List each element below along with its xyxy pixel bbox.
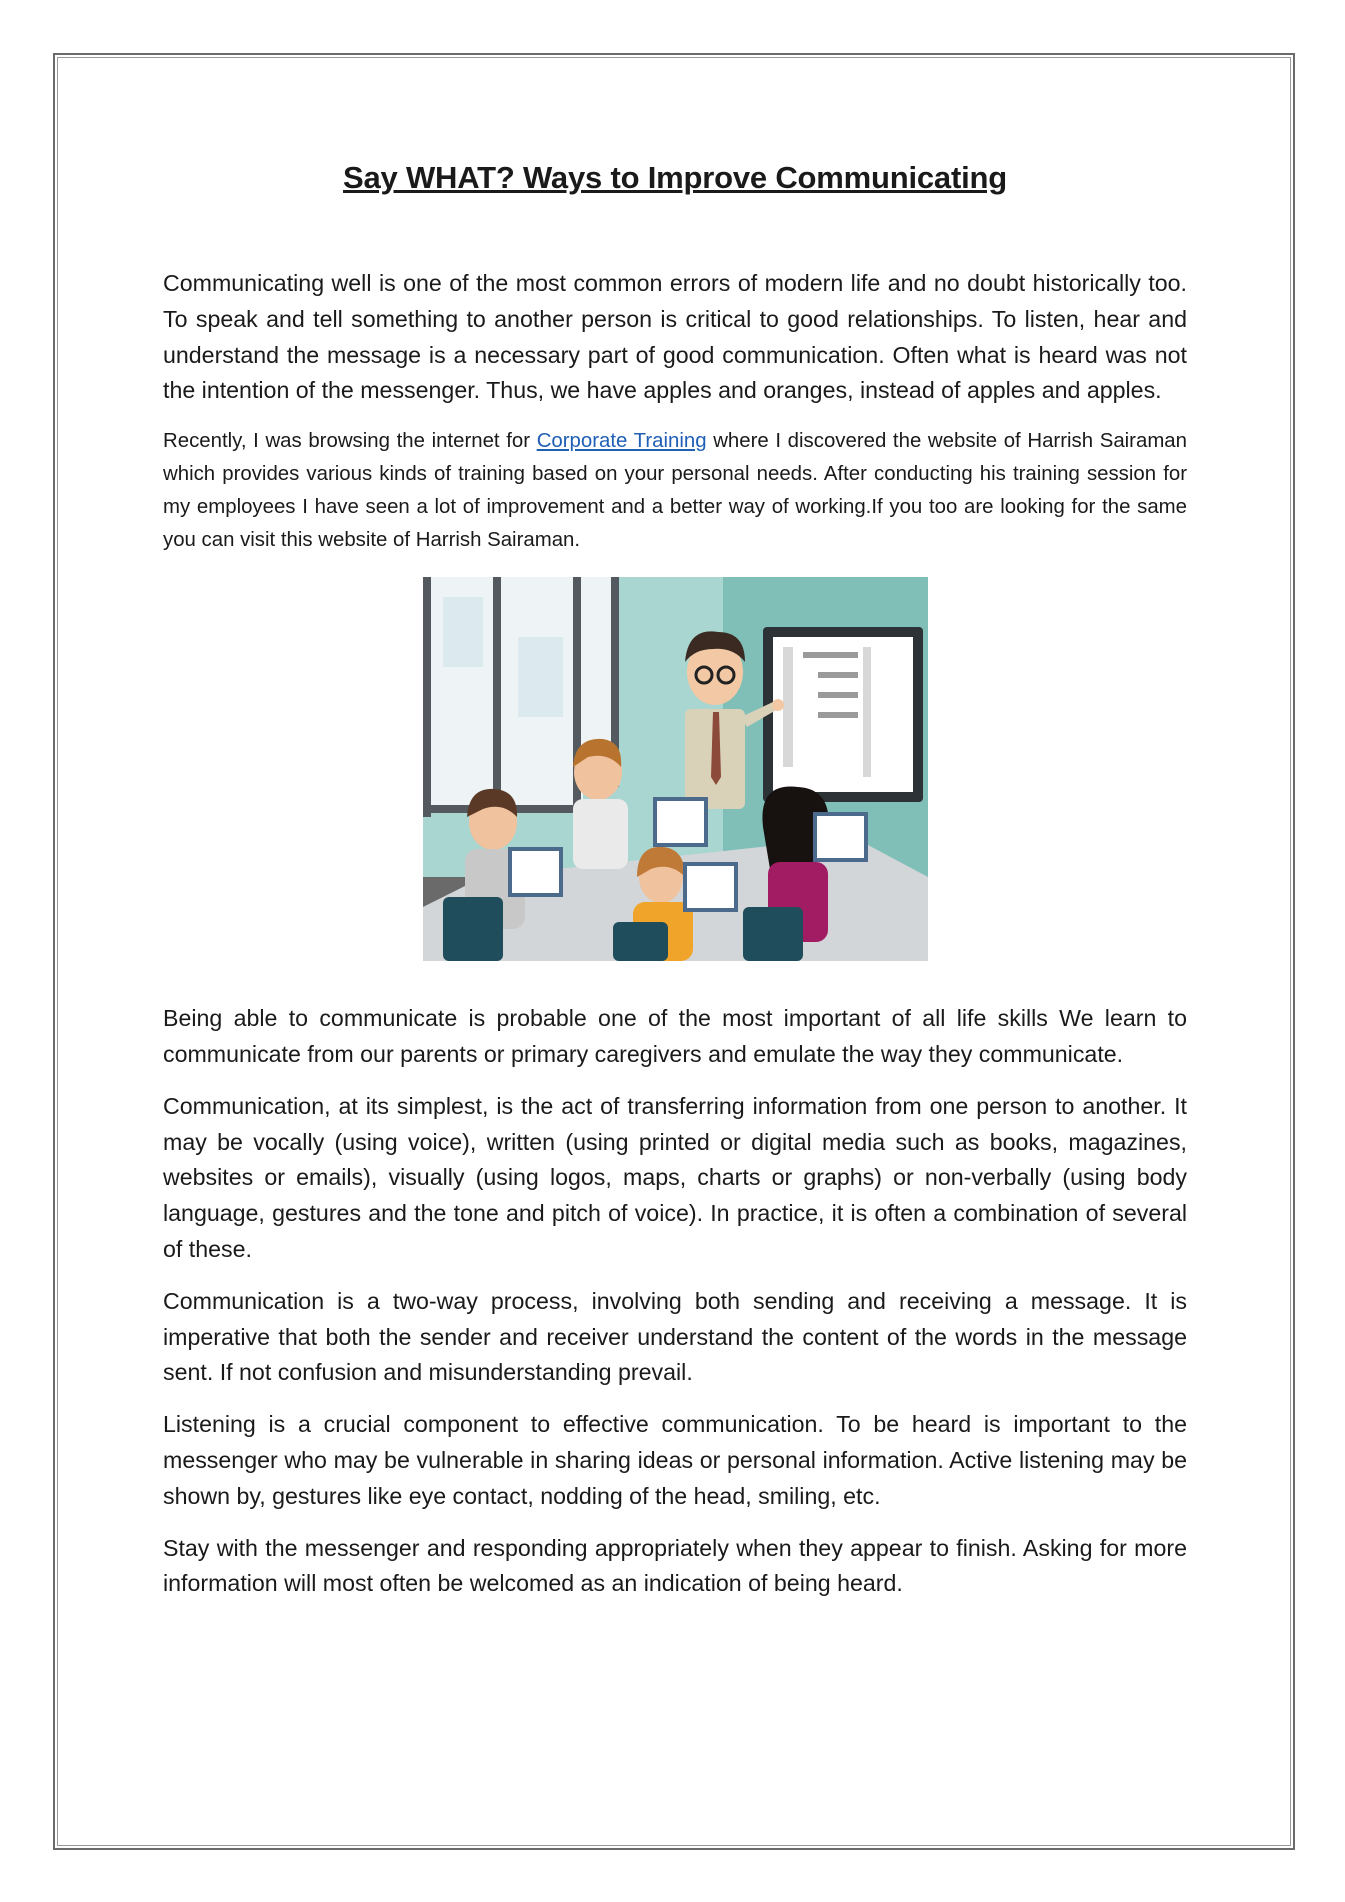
corporate-training-link[interactable]: Corporate Training (536, 430, 707, 453)
paragraph-intro: Communicating well is one of the most common errors of modern life and no doubt historically too. To speak and tell something to another person is critical to good relationships. To listen, hear and understand the message is a necessary part of good communication. Often what is heard was not the intention of the messenger. Thus, we have apples and oranges, instead of apples and apples. (163, 270, 1187, 404)
document-body (163, 160, 1187, 1618)
classroom-training-illustration (423, 577, 928, 961)
paragraph-definition: Communication, at its simplest, is the act of transferring information from one person to another. It may be vocally (using voice), written (using printed or digital media such as books, magazines, websites or emails), visually (using logos, maps, charts or graphs) or non-verbally (using body language, gestures and the tone and pitch of voice). In practice, it is often a combination of several of these. (163, 1092, 1187, 1262)
paragraph-two-way-process: Communication is a two-way process, involving both sending and receiving a message. It is imperative that both the sender and receiver understand the content of the words in the message sent. If not confusion and misunderstanding prevail. (163, 1287, 1187, 1386)
paragraph-text-after-link: where I discovered the website of Harrish Sairaman which provides various kinds of training based on your personal needs. After conducting his training session for my employees I have seen a lot of improvement and a better way of working.If you too are looking for the same you can visit this website of Harrish Sairaman. (163, 430, 1187, 552)
presentation-screen (763, 627, 923, 802)
document-title: Say WHAT? Ways to Improve Communicating (343, 160, 1007, 195)
paragraph-corporate-training (163, 425, 1187, 557)
paragraph-text-before-link: Recently, I was browsing the internet for (163, 430, 537, 453)
paragraph-listening: Listening is a crucial component to effective communication. To be heard is important to the messenger who may be vulnerable in sharing ideas or personal information. Active listening may be shown by, gestures like eye contact, nodding of the head, smiling, etc. (163, 1411, 1187, 1509)
paragraph-life-skills: Being able to communicate is probable one of the most important of all life skills We learn to communicate from our parents or primary caregivers and emulate the way they communicate. (163, 1005, 1187, 1067)
paragraph-stay-with-messenger: Stay with the messenger and responding appropriately when they appear to finish. Asking for more information will most often be welcomed as an indication of being heard. (163, 1534, 1187, 1597)
